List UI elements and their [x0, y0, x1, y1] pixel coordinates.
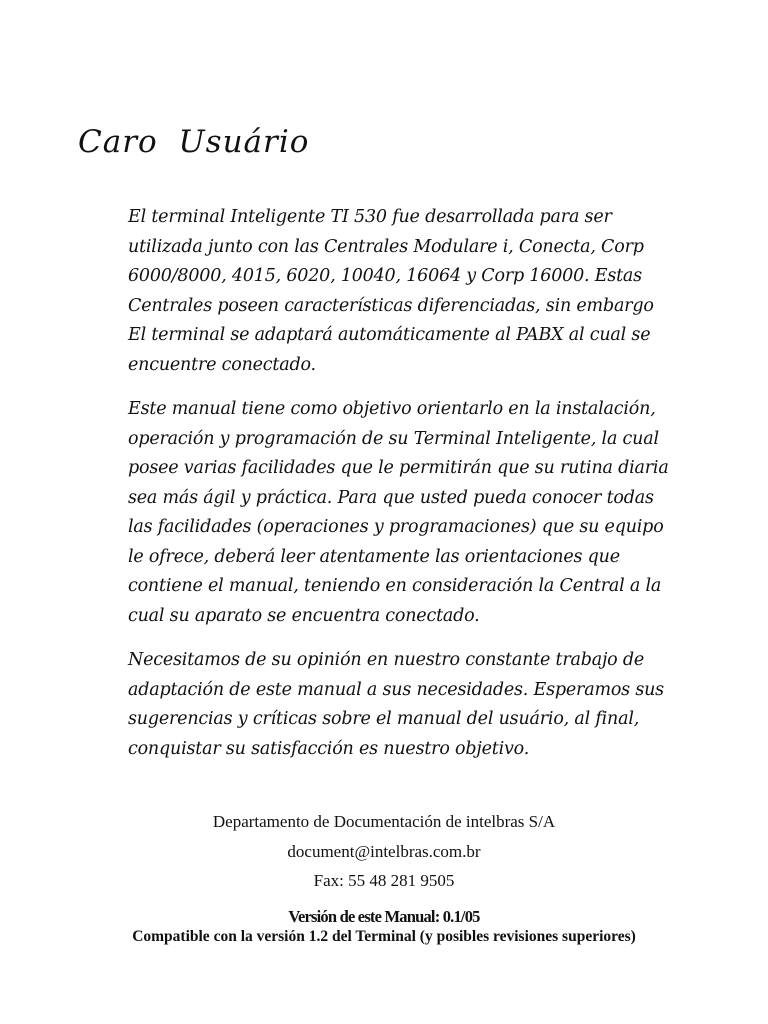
- email-line: document@intelbras.com.br: [287, 842, 481, 861]
- fax-line: Fax: 55 48 281 9505: [313, 871, 455, 890]
- paragraph-intro: El terminal Inteligente TI 530 fue desarrollada para ser utilizada junto con las Centrales Modulare i, Conecta, Corp 6000/8000, 4015, 6020, 10040, 16064 y Corp 16000. Estas Centrales poseen características diferenciadas, sin embargo El terminal se adaptará automáticamente al PABX al cual se encuentre conectado.: [128, 207, 654, 375]
- manual-version: Versión de este Manual: 0.1/05: [288, 907, 480, 926]
- compatibility-note: Compatible con la versión 1.2 del Terminal (y posibles revisiones superiores): [132, 928, 636, 945]
- department-line: Departamento de Documentación de intelbras S/A: [212, 812, 556, 831]
- paragraph-objective: Este manual tiene como objetivo orientarlo en la instalación, operación y programación de su Terminal Inteligente, la cual posee varias facilidades que le permitirán que su rutina diaria sea más ágil y práctica. Para que usted pueda conocer todas las facilidades (operaciones y programaciones) que su equipo le ofrece, deberá leer atentamente las orientaciones que contiene el manual, teniendo en consideración la Central a la cual su aparato se encuentra conectado.: [128, 399, 669, 626]
- paragraph-feedback: Necesitamos de su opinión en nuestro constante trabajo de adaptación de este manual a sus necesidades. Esperamos sus sugerencias y críticas sobre el manual del usuário, al final, conquistar su satisfacción es nuestro objetivo.: [128, 650, 664, 759]
- letter-body: [128, 203, 673, 779]
- page-title: Caro Usuário: [78, 124, 310, 160]
